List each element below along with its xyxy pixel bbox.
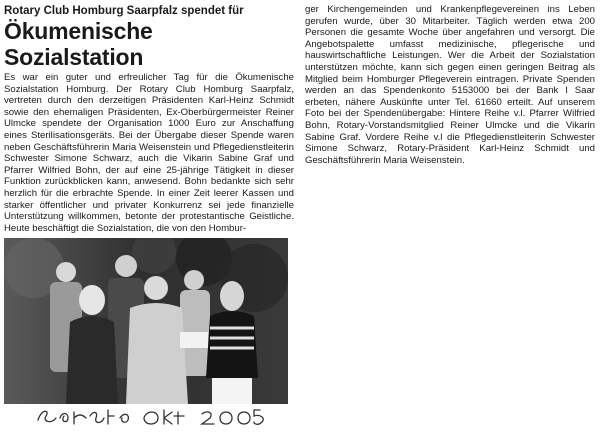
- right-column: [305, 4, 595, 166]
- article-photo: [4, 238, 288, 404]
- article-body-left: Es war ein guter und erfreulicher Tag für die Ökumenische Sozialstation Homburg. Der Rotary Club Homburg Saarpfalz, vertreten durch den derzeitigen Präsidenten Karl-Heinz Schmidt sowie den ehemaligen Präsidenten, Ex-Oberbürgermeister Reiner Ulmcke spendete der Organisation 1000 Euro zur Anschaffung eines Sterilisationsgeräts. Bei der Übergabe dieser Spende waren neben Geschäftsführerin Maria Weisenstein und Pflegedienstleiterin Schwester Simone Schwarz, auch die Vikarin Sabine Graf und Pfarrer Wilfried Bohn, der auf eine 25-jährige Tätigkeit in dieser Funktion zurückblicken kann, anwesend. Bohn bedankte sich sehr herzlich für die erbrachte Spende. In einer Zeit leerer Kassen und starker öffentlicher und privater Konkurrenz sei jede finanzielle Unterstützung willkommen, betonte der protestantische Geistliche. Heute beschäftigt die Sozialstation, die von den Hombur-: [4, 72, 294, 234]
- handwritten-note: [34, 404, 274, 428]
- left-column: [4, 4, 294, 234]
- article-body-right: ger Kirchengemeinden und Krankenpflegevereinen ins Leben gerufen wurde, über 30 Mitarbeiter. Täglich werden etwa 200 Personen die gesamte Woche über angefahren und versorgt. Die Angebotspalette umfasst medizinische, pflegerische und hauswirtschaftliche Leistungen. Wer die Arbeit der Sozialstation unterstützen möchte, kann sich gegen einen geringen Beitrag als Mitglied beim Homburger Pflegeverein eintragen. Private Spenden werden an das Spendenkonto 5153000 bei der Bank I Saar erbeten, nähere Auskünfte unter Tel. 61660 erteilt. Auf unserem Foto bei der Spendenübergabe: Hintere Reihe v.l. Pfarrer Wilfried Bohn, Rotary-Vorstandsmitglied Reiner Ulmcke und die Vikarin Sabine Graf. Vordere Reihe v.l die Pflegedienstleiterin Schwester Simone Schwarz, Rotary-Präsident Karl-Heinz Schmidt und Geschäftsführerin Maria Weisenstein.: [305, 4, 595, 166]
- article-kicker: Rotary Club Homburg Saarpfalz spendet für: [4, 5, 244, 17]
- article-headline: Ökumenische Sozialstation: [4, 18, 153, 70]
